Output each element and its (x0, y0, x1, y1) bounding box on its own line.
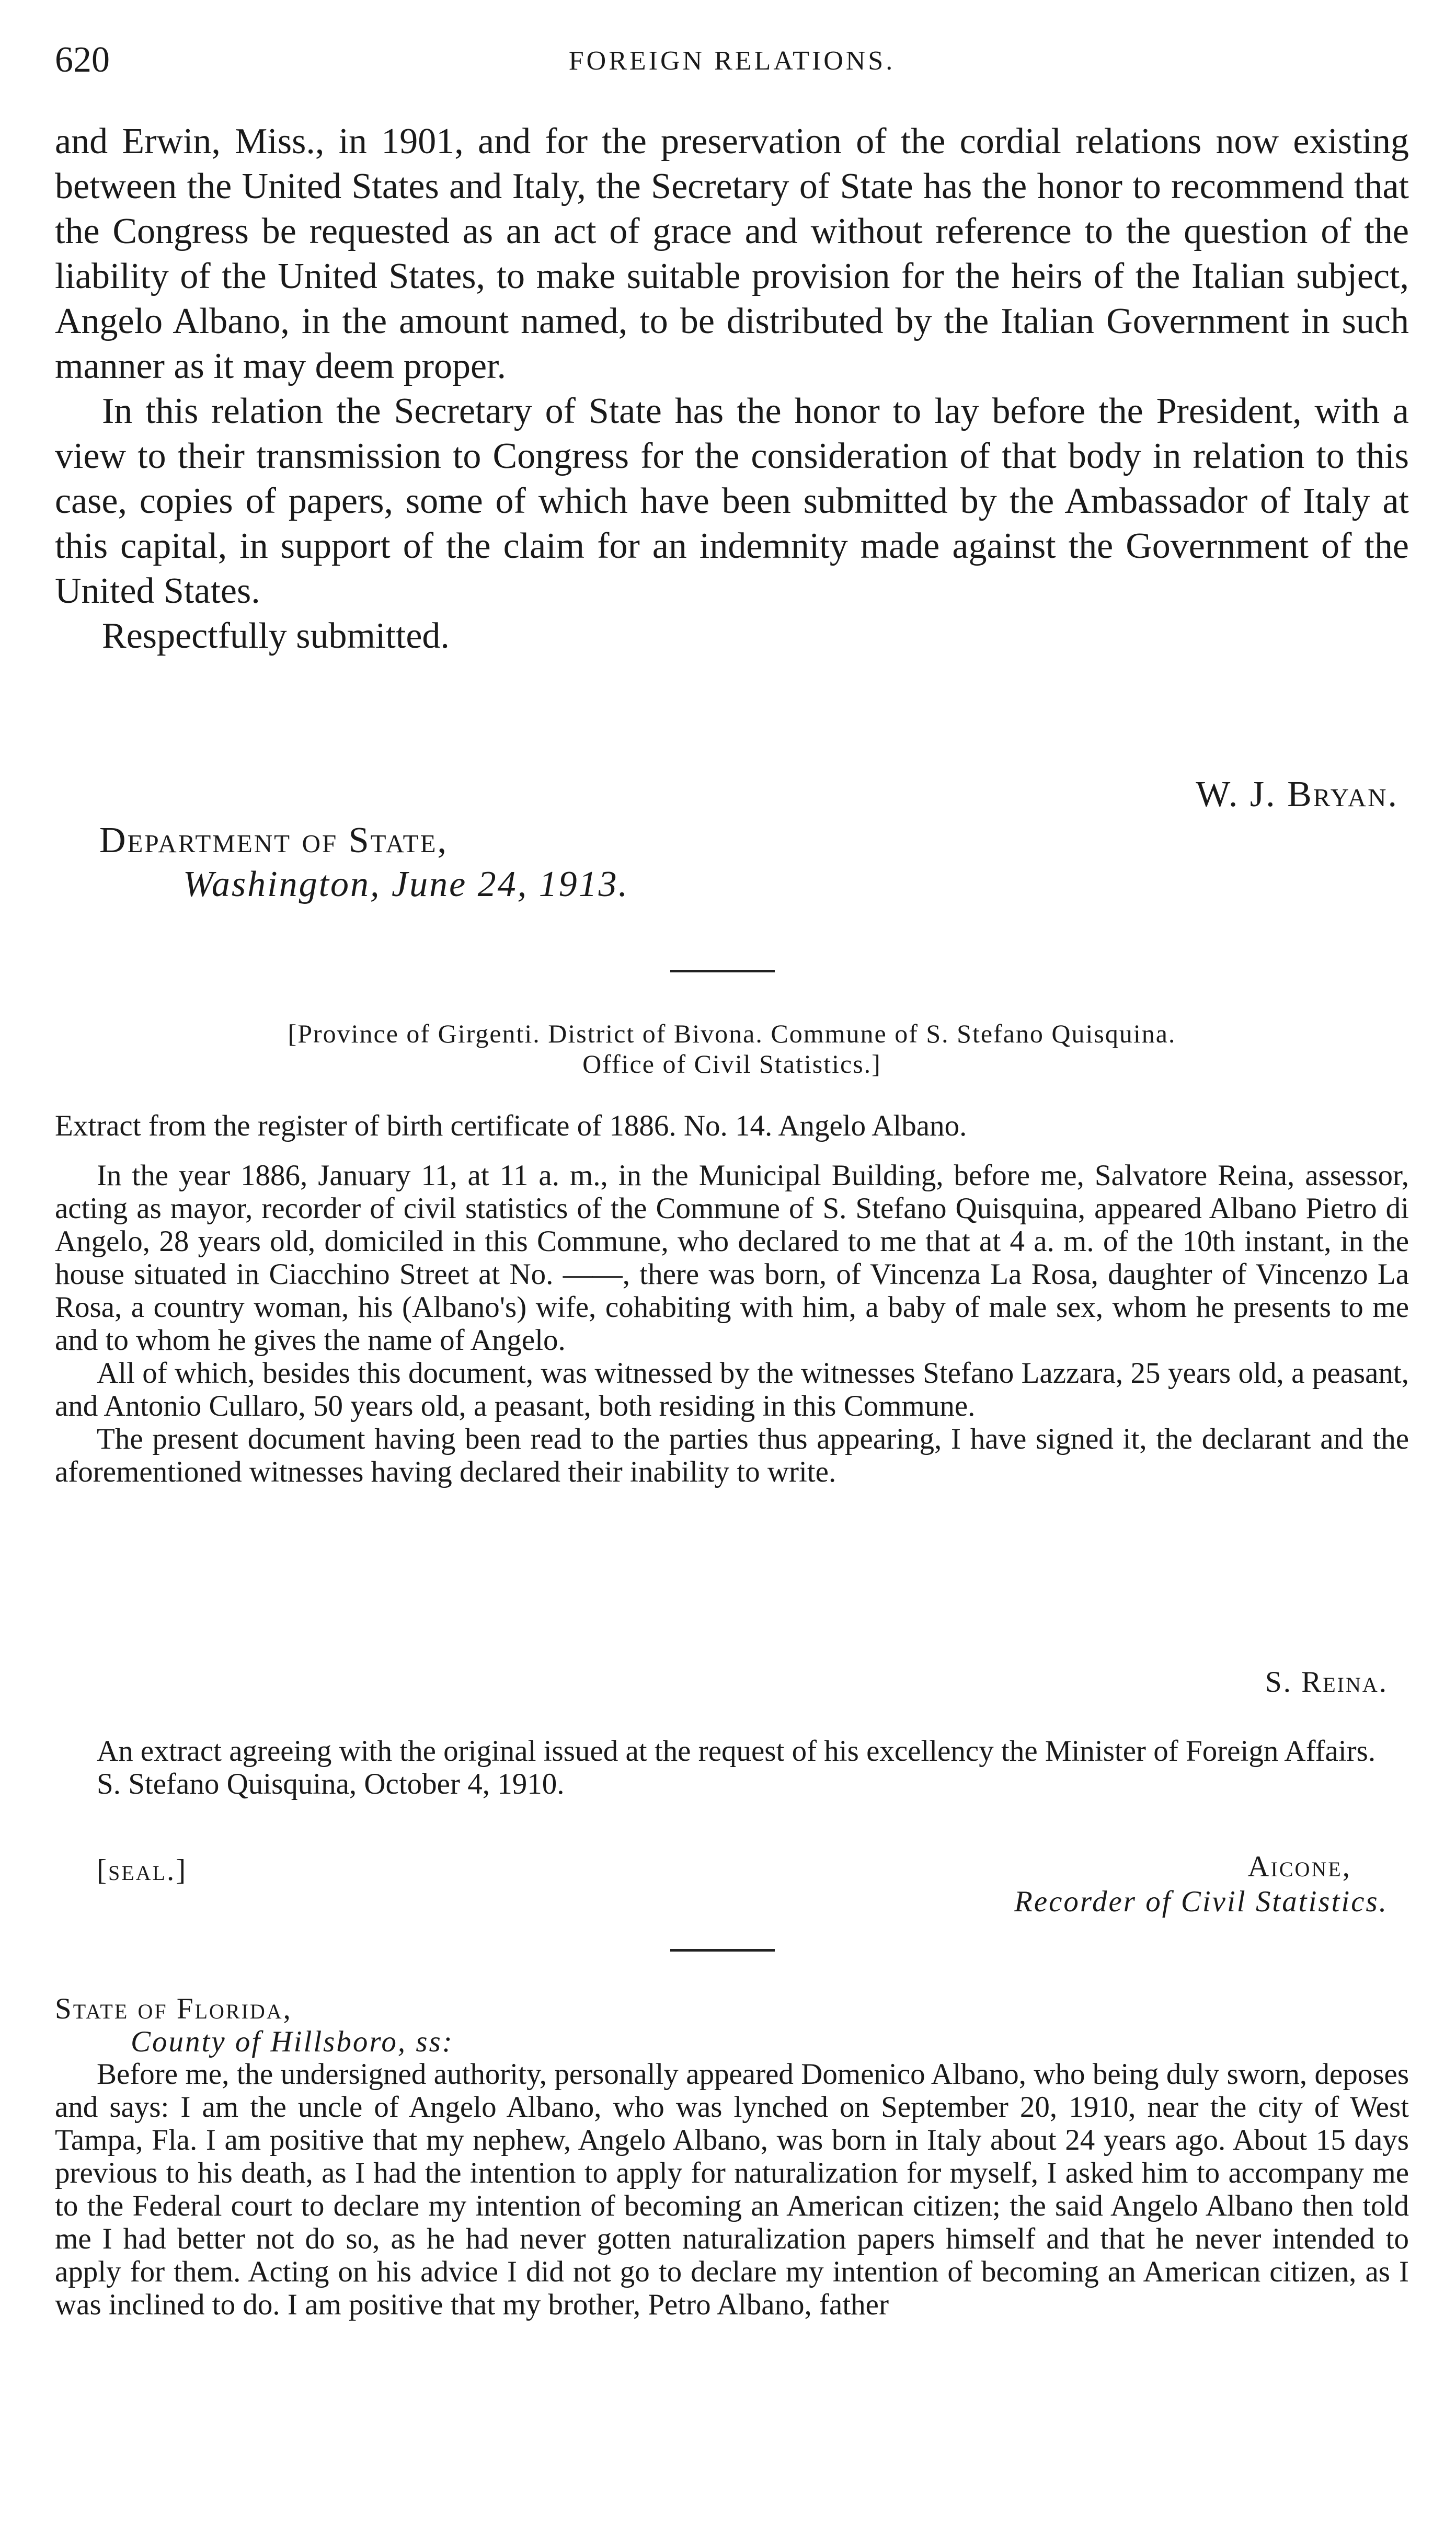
letter-paragraph-2: In this relation the Secretary of State has the honor to lay before the President, with a view to their transmission to Congress for the consideration of that body in relation to this case, copies of papers, some of which have been submitted by the Ambassador of Italy at this capital, in support of the claim for an indemnity made against the Government of the United States. (55, 391, 1409, 611)
heading-line-2: Office of Civil Statistics.] (582, 1049, 881, 1079)
heading-line-1: [Province of Girgenti. District of Bivona. Commune of S. Stefano Quisquina. (288, 1019, 1176, 1048)
letter-closing: Respectfully submitted. (102, 616, 450, 656)
certification-text: An extract agreeing with the original issued at the request of his excellency the Minister of Foreign Affairs. (97, 1735, 1376, 1768)
certification-block (55, 1735, 1409, 1800)
letter-place-date: Washington, June 24, 1913. (183, 864, 629, 904)
letter-body (55, 119, 1409, 659)
birth-extract-title: Extract from the register of birth certificate of 1886. No. 14. Angelo Albano. (55, 1109, 967, 1142)
affidavit-county: County of Hillsboro, ss: (131, 2025, 454, 2058)
birth-paragraph-3: The present document having been read to the parties thus appearing, I have signed it, the declarant and the aforementioned witnesses having declared their inability to write. (55, 1423, 1409, 1488)
section-divider-1 (670, 970, 775, 972)
birth-extract-body (55, 1109, 1409, 1488)
affidavit-body (55, 2058, 1409, 2321)
letter-signature: W. J. Bryan. (1196, 774, 1398, 815)
recorder-title: Recorder of Civil Statistics. (1014, 1885, 1388, 1918)
affidavit-state: State of Florida, (55, 1992, 292, 2025)
certification-place-date: S. Stefano Quisquina, October 4, 1910. (97, 1768, 565, 1800)
birth-extract-heading (55, 1018, 1409, 1079)
seal-mark: [seal.] (97, 1854, 188, 1887)
reina-signature: S. Reina. (1265, 1666, 1388, 1699)
page-header (55, 39, 1409, 86)
birth-paragraph-2: All of which, besides this document, was witnessed by the witnesses Stefano Lazzara, 25 years old, a peasant, and Antonio Cullaro, 50 years old, a peasant, both residing in this Commune. (55, 1357, 1409, 1423)
running-head: FOREIGN RELATIONS. (568, 46, 896, 76)
page-number: 620 (55, 40, 110, 80)
section-divider-2 (670, 1949, 775, 1952)
recorder-name: Aicone, (1247, 1850, 1351, 1883)
birth-paragraph-1: In the year 1886, January 11, at 11 a. m., in the Municipal Building, before me, Salvatore Reina, assessor, acting as mayor, recorder of civil statistics of the Commune of S. Stefano Quisquina, appeared Albano Pietro di Angelo, 28 years old, domiciled in this Commune, who declared to me that at 4 a. m. of the 10th instant, in the house situated in Ciacchino Street at No. ——, there was born, of Vincenza La Rosa, daughter of Vincenzo La Rosa, a country woman, his (Albano's) wife, cohabiting with him, a baby of male sex, whom he presents to me and to whom he gives the name of Angelo. (55, 1159, 1409, 1357)
letter-paragraph-1: and Erwin, Miss., in 1901, and for the preservation of the cordial relations now existing between the United States and Italy, the Secretary of State has the honor to recommend that the Congress be requested as an act of grace and without reference to the question of the liability of the United States, to make suitable provision for the heirs of the Italian subject, Angelo Albano, in the amount named, to be distributed by the Italian Government in such manner as it may deem proper. (55, 121, 1409, 386)
affidavit-paragraph: Before me, the undersigned authority, personally appeared Domenico Albano, who being duly sworn, deposes and says: I am the uncle of Angelo Albano, who was lynched on September 20, 1910, near the city of West Tampa, Fla. I am positive that my nephew, Angelo Albano, was born in Italy about 24 years ago. About 15 days previous to his death, as I had the intention to apply for naturalization for myself, I asked him to accompany me to the Federal court to declare my intention of becoming an American citizen; the said Angelo Albano then told me I had better not do so, as he had never gotten naturalization papers himself and that he never intended to apply for them. Acting on his advice I did not go to declare my intention of becoming an American citizen, as I was inclined to do. I am positive that my brother, Petro Albano, father (55, 2058, 1409, 2321)
department-line: Department of State, (99, 820, 449, 861)
